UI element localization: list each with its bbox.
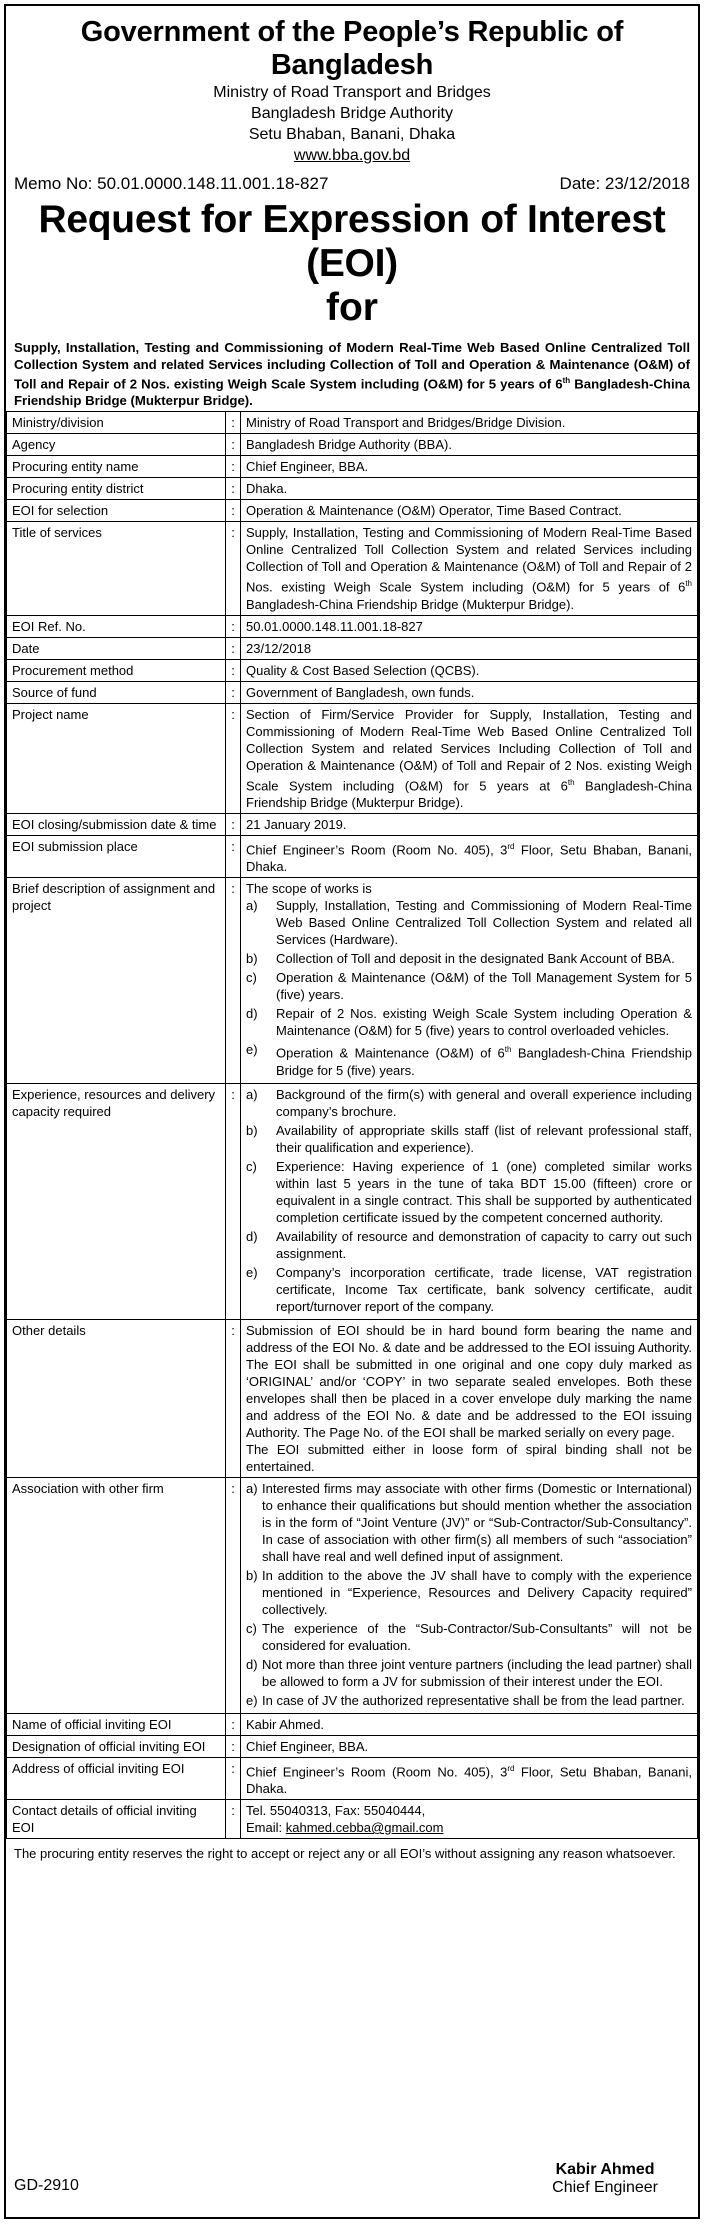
table-row: EOI for selection : Operation & Maintenance (O&M) Operator, Time Based Contract.	[7, 500, 698, 522]
table-row: EOI closing/submission date & time : 21 January 2019.	[7, 814, 698, 836]
table-row: Date : 23/12/2018	[7, 637, 698, 659]
table-row: Procuring entity name : Chief Engineer, BBA.	[7, 456, 698, 478]
memo-number: Memo No: 50.01.0000.148.11.001.18-827	[14, 174, 329, 193]
signer-title: Chief Engineer	[552, 2179, 658, 2196]
ministry-name: Ministry of Road Transport and Bridges	[213, 84, 491, 101]
contact-phone: Tel. 55040313, Fax: 55040444,	[246, 1803, 426, 1819]
list-item: d) Repair of 2 Nos. existing Weigh Scale System including Operation & Maintenance (O&M) for 5 (five) years to control overloaded vehicles.	[246, 1006, 692, 1039]
table-row: Brief description of assignment and project : The scope of works is a) Supply, Installation, Testing and Commissioning of Modern Real-Time Web Based Online Centralized Toll Collection System and related all Services (Hardware). b) Collection of Toll and deposit in the designated Bank Account of BBA. c) Operation & Maintenance (O&M) of the Toll Management System for 5 (five) years. d) Repair of 2 Nos. existing Weigh Scale System including Operation & Maintenance (O&M) for 5 (five) years to control overloaded vehicles. e) Operation & Maintenance (O&M) of 6th Bangladesh-China Friendship Bridge for 5 (five) years.	[7, 878, 698, 1083]
memo-date: Date: 23/12/2018	[559, 174, 690, 193]
list-item: e) In case of JV the authorized representative shall be from the lead partner.	[246, 1692, 685, 1708]
list-item: c) Operation & Maintenance (O&M) of the Toll Management System for 5 (five) years.	[246, 970, 692, 1003]
reservation-note: The procuring entity reserves the right to accept or reject any or all EOI’s without assigning any reason whatsoever.	[14, 1846, 676, 1862]
table-row: EOI Ref. No. : 50.01.0000.148.11.001.18-827	[7, 615, 698, 637]
list-item: e) Operation & Maintenance (O&M) of 6th Bangladesh-China Friendship Bridge for 5 (five) years.	[246, 1042, 692, 1078]
table-row: Experience, resources and delivery capacity required : a) Background of the firm(s) with general and overall experience including company’s brochure. b) Availability of appropriate skills staff (list of relevant professional staff, their qualification and experience). c) Experience: Having experience of 1 (one) completed similar works within last 5 years in the tune of taka BDT 15.00 (fifteen) crore or equivalent in a single contract. This shall be supported by authenticated completion certificate issued by the competent concerned authority. d) Availability of resource and demonstration of capacity to carry out such assignment. e) Company’s incorporation certificate, trade license, VAT registration certificate, Income Tax certificate, bank solvency certificate, audit report/turnover report of the company.	[7, 1083, 698, 1319]
page-title: Request for Expression of Interest (EOI)	[38, 198, 666, 285]
table-row: Name of official inviting EOI : Kabir Ahmed.	[7, 1713, 698, 1735]
list-item: d) Not more than three joint venture partners (including the lead partner) shall be allowed to form a JV for submission of their interest under the EOI.	[246, 1656, 692, 1689]
signature-block	[552, 2161, 658, 2197]
scope-lead: The scope of works is	[246, 881, 372, 897]
table-row: EOI submission place : Chief Engineer’s Room (Room No. 405), 3rd Floor, Setu Bhaban, Banani, Dhaka.	[7, 836, 698, 878]
authority-name: Bangladesh Bridge Authority	[251, 105, 453, 122]
table-row: Agency : Bangladesh Bridge Authority (BBA).	[7, 434, 698, 456]
table-row: Association with other firm : a) Interested firms may associate with other firms (Domestic or International) to enhance their qualifications but should mention whether the association is in the form of “Joint Venture (JV)” or “Sub-Contractor/Sub-Consultancy”. In case of association with other firm(s) all members of such “association” shall have real and well defined input of assignment. b) In addition to the above the JV shall have to comply with the experience mentioned in “Experience, Resources and Delivery Capacity required” collectively. c) The experience of the “Sub-Contractor/Sub-Consultants” will not be considered for evaluation. d) Not more than three joint venture partners (including the lead partner) shall be allowed to form a JV for submission of their interest under the EOI. e) In case of JV the authorized representative shall be from the lead partner.	[7, 1477, 698, 1713]
list-item: b) Collection of Toll and deposit in the designated Bank Account of BBA.	[246, 951, 675, 967]
letterhead	[6, 6, 698, 166]
list-item: a) Interested firms may associate with other firms (Domestic or International) to enhance their qualifications but should mention whether the association is in the form of “Joint Venture (JV)” or “Sub-Contractor/Sub-Consultancy”. In case of association with other firm(s) all members of such “association” shall have real and well defined input of assignment.	[246, 1480, 692, 1564]
other-details-paragraph: The EOI submitted either in loose form of spiral binding shall not be entertained.	[246, 1441, 692, 1474]
list-item: c) Experience: Having experience of 1 (one) completed similar works within last 5 years in the tune of taka BDT 15.00 (fifteen) crore or equivalent in a single contract. This shall be supported by authenticated completion certificate issued by the competent concerned authority.	[246, 1158, 692, 1225]
contact-email: Email: kahmed.cebba@gmail.com	[246, 1820, 444, 1836]
list-item: d) Availability of resource and demonstration of capacity to carry out such assignment.	[246, 1228, 692, 1261]
table-row: Project name : Section of Firm/Service Provider for Supply, Installation, Testing and Commissioning of Modern Real-Time Web Based Online Centralized Toll Collection System and related Services Including Collection of Toll and Operation & Maintenance (O&M) of Toll and Repair of 2 Nos. existing Weigh Scale System including (O&M) for 5 years at 6th Bangladesh-China Friendship Bridge (Mukterpur Bridge).	[7, 703, 698, 813]
other-details-paragraph: Submission of EOI should be in hard bound form bearing the name and address of the EOI No. & date and be addressed to the EOI issuing Authority. The EOI shall be submitted in one original and one copy duly marked as ‘ORIGINAL’ and/or ‘COPY’ in two separate sealed envelopes. Both these envelopes shall then be placed in a cover envelope duly marking the name and address of the EOI No. & date and be addressed to the EOI issuing Authority. The Page No. of the EOI shall be marked serially on every page.	[246, 1322, 692, 1440]
list-item: c) The experience of the “Sub-Contractor/Sub-Consultants” will not be considered for evaluation.	[246, 1620, 692, 1653]
table-row: Address of official inviting EOI : Chief Engineer’s Room (Room No. 405), 3rd Floor, Setu Bhaban, Banani, Dhaka.	[7, 1757, 698, 1799]
memo-line	[6, 166, 698, 194]
list-item: a) Background of the firm(s) with general and overall experience including company’s brochure.	[246, 1086, 692, 1119]
gd-code: GD-2910	[14, 2177, 79, 2194]
table-row: Contact details of official inviting EOI : Tel. 55040313, Fax: 55040444, Email: kahmed.cebba@gmail.com	[7, 1800, 698, 1839]
table-row: Source of fund : Government of Bangladesh, own funds.	[7, 681, 698, 703]
eoi-subject: Supply, Installation, Testing and Commissioning of Modern Real-Time Web Based Online Centralized Toll Collection System and related Services including Collection of Toll and Operation & Maintenance (O&M) of Toll and Repair of 2 Nos. existing Weigh Scale System including (O&M) for 5 years of 6th Bangladesh-China Friendship Bridge (Mukterpur Bridge).	[14, 340, 690, 408]
eoi-details-table	[6, 411, 698, 1839]
eoi-notice	[4, 4, 700, 2219]
list-item: b) Availability of appropriate skills staff (list of relevant professional staff, their qualification and experience).	[246, 1122, 692, 1155]
government-heading: Government of the People’s Republic of Bangladesh	[80, 16, 624, 81]
list-item: e) Company’s incorporation certificate, trade license, VAT registration certificate, Income Tax certificate, bank solvency certificate, audit report/turnover report of the company.	[246, 1264, 692, 1314]
table-row: Title of services : Supply, Installation, Testing and Commissioning of Modern Real-Time Based Online Centralized Toll Collection System and related Services including Collection of Toll and Operation & Maintenance (O&M) of Toll and Repair of 2 Nos. existing Weigh Scale System including (O&M) for 5 years of 6th Bangladesh-China Friendship Bridge (Mukterpur Bridge).	[7, 522, 698, 615]
website-link[interactable]: www.bba.gov.bd	[293, 147, 411, 164]
page-title-for: for	[326, 286, 378, 329]
list-item: a) Supply, Installation, Testing and Commissioning of Modern Real-Time Web Based Online Centralized Toll Collection System and related all Services (Hardware).	[246, 898, 692, 948]
table-row: Other details : Submission of EOI should be in hard bound form bearing the name and address of the EOI No. & date and be addressed to the EOI issuing Authority. The EOI shall be submitted in one original and one copy duly marked as ‘ORIGINAL’ and/or ‘COPY’ in two separate sealed envelopes. Both these envelopes shall then be placed in a cover envelope duly marking the name and address of the EOI No. & date and be addressed to the EOI issuing Authority. The Page No. of the EOI shall be marked serially on every page. The EOI submitted either in loose form of spiral binding shall not be entertained.	[7, 1319, 698, 1477]
list-item: b) In addition to the above the JV shall have to comply with the experience mentioned in “Experience, Resources and Delivery Capacity required” collectively.	[246, 1567, 692, 1617]
table-row: Ministry/division : Ministry of Road Transport and Bridges/Bridge Division.	[7, 412, 698, 434]
email-link[interactable]: kahmed.cebba@gmail.com	[285, 1820, 444, 1836]
table-row: Procurement method : Quality & Cost Based Selection (QCBS).	[7, 659, 698, 681]
authority-address: Setu Bhaban, Banani, Dhaka	[248, 126, 456, 143]
table-row: Designation of official inviting EOI : Chief Engineer, BBA.	[7, 1735, 698, 1757]
signer-name: Kabir Ahmed	[555, 2161, 655, 2178]
table-row: Procuring entity district : Dhaka.	[7, 478, 698, 500]
